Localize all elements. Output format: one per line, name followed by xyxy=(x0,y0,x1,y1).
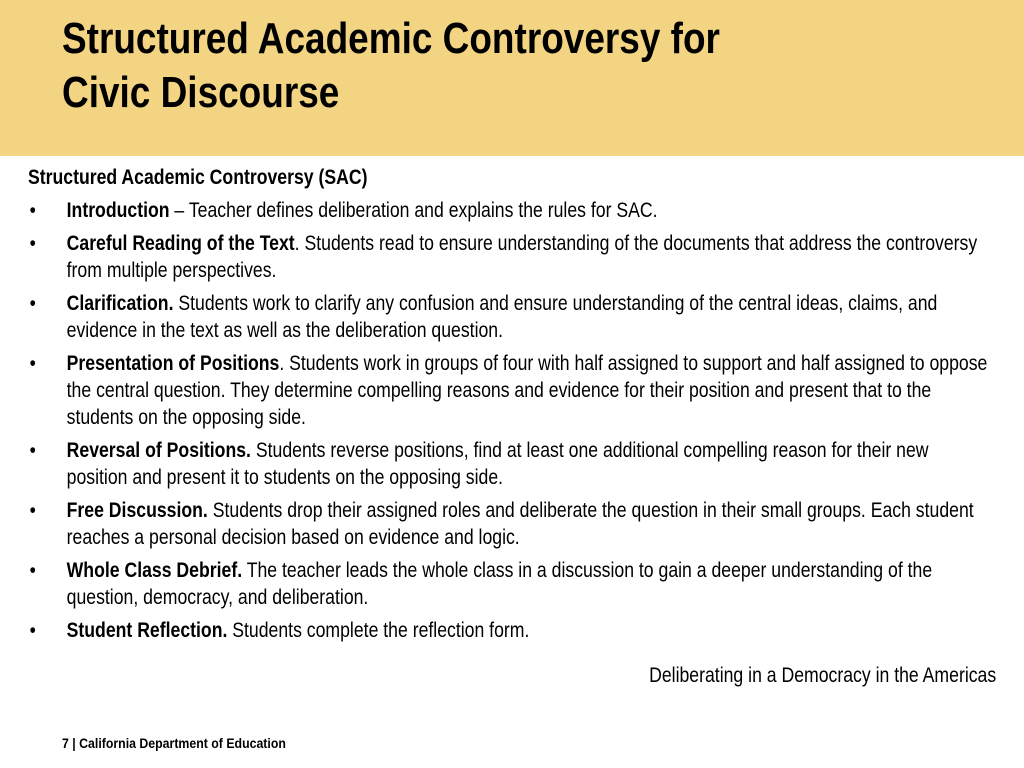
bullet-term: Introduction xyxy=(66,199,170,222)
bullet-term: Clarification. xyxy=(66,292,174,315)
bullet-text: The teacher leads the whole class in a discussion to gain a deeper understanding of the question, democracy, and deliberation. xyxy=(66,559,933,609)
footer xyxy=(62,735,286,751)
bullet-text: . Students work in groups of four with half assigned to support and half assigned to oppose the central question. They determine compelling reasons and evidence for their position and present that to the students on the opposing side. xyxy=(66,352,988,429)
bullet-text: . Students read to ensure understanding of the documents that address the controversy from multiple perspectives. xyxy=(66,232,978,282)
bullet-icon: • xyxy=(29,559,36,582)
bullet-item xyxy=(28,617,994,644)
bullet-item xyxy=(28,290,994,344)
bullet-item xyxy=(28,557,994,611)
bullet-text: Students work to clarify any confusion and ensure understanding of the central ideas, claims, and evidence in the text as well as the deliberation question. xyxy=(66,292,938,342)
bullet-icon: • xyxy=(29,352,36,375)
bullet-term: Careful Reading of the Text xyxy=(66,232,295,255)
section-heading: Structured Academic Controversy (SAC) xyxy=(28,166,368,189)
bullet-item xyxy=(28,230,994,284)
bullet-list xyxy=(28,197,994,644)
bullet-text: – Teacher defines deliberation and explains the rules for SAC. xyxy=(169,199,658,222)
bullet-term: Presentation of Positions xyxy=(66,352,280,375)
bullet-text: Students drop their assigned roles and deliberate the question in their small groups. Each student reaches a personal decision based on evidence and logic. xyxy=(66,499,974,549)
bullet-term: Student Reflection. xyxy=(66,619,228,642)
footer-separator: | xyxy=(68,735,80,751)
slide-body xyxy=(28,164,994,650)
bullet-item xyxy=(28,437,994,491)
footer-organization: California Department of Education xyxy=(79,735,286,751)
bullet-icon: • xyxy=(29,499,36,522)
page-number: 7 xyxy=(62,735,69,751)
bullet-icon: • xyxy=(29,439,36,462)
slide-title: Structured Academic Controversy for Civic Discourse xyxy=(62,14,720,117)
bullet-item xyxy=(28,497,994,551)
bullet-item xyxy=(28,197,994,224)
bullet-icon: • xyxy=(29,199,36,222)
source-citation: Deliberating in a Democracy in the Americas xyxy=(648,664,996,687)
bullet-icon: • xyxy=(29,292,36,315)
bullet-term: Whole Class Debrief. xyxy=(66,559,243,582)
bullet-icon: • xyxy=(29,619,36,642)
bullet-term: Free Discussion. xyxy=(66,499,208,522)
title-band xyxy=(0,0,1024,156)
bullet-text: Students complete the reflection form. xyxy=(227,619,530,642)
bullet-item xyxy=(28,350,994,431)
bullet-term: Reversal of Positions. xyxy=(66,439,251,462)
bullet-text: Students reverse positions, find at least one additional compelling reason for their new position and present it to students on the opposing side. xyxy=(66,439,929,489)
bullet-icon: • xyxy=(29,232,36,255)
